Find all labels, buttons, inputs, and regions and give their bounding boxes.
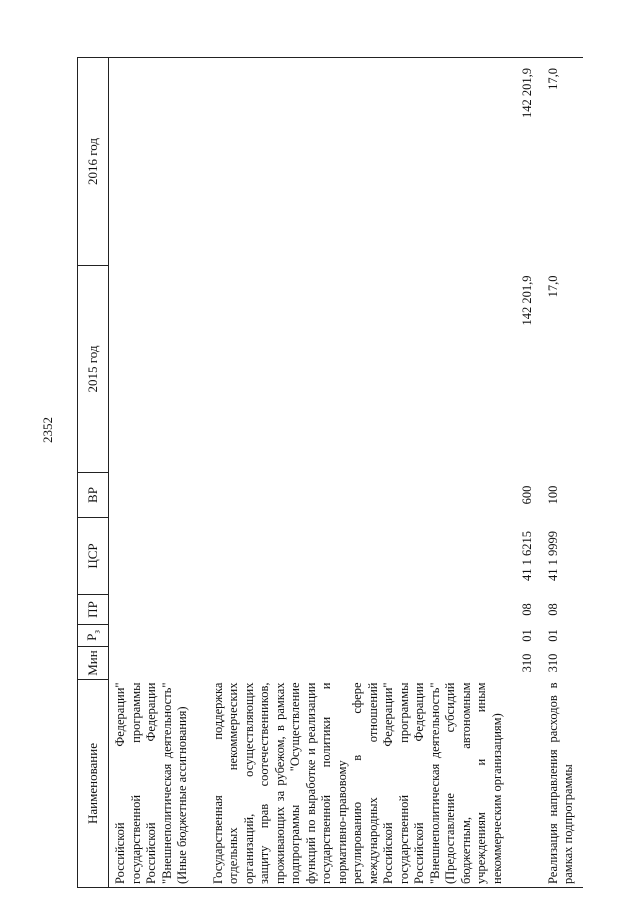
header-csr: ЦСР <box>78 518 109 595</box>
header-row <box>78 58 109 888</box>
row-csr: 41 1 6215 <box>520 531 534 581</box>
row-rz: 01 <box>545 629 560 642</box>
header-2015: 2015 год <box>78 266 109 473</box>
row-2016: 17,0 <box>542 58 583 266</box>
row-rz: 01 <box>520 629 534 642</box>
page-number: 2352 <box>40 417 55 443</box>
header-min: Мин <box>78 647 109 680</box>
header-pr: ПР <box>78 595 109 625</box>
row-min: 310 <box>520 653 534 673</box>
row-min: 310 <box>545 653 560 673</box>
row-vr: 100 <box>545 485 560 505</box>
row-vr: 600 <box>520 485 534 505</box>
header-2016: 2016 год <box>78 58 109 266</box>
row-name: Реализация направления расходов в рамках подпрограммы <box>542 680 583 888</box>
row-2015: 17,0 <box>545 275 560 298</box>
table-row <box>207 58 542 888</box>
table-row <box>542 58 583 888</box>
row-name: Российской Федерации" государственной программы Российской Федерации "Внешнеполитическая деятельность" (Иные бюджетные ассигнования) <box>109 680 207 888</box>
header-name: Наименование <box>78 680 109 888</box>
row-rz <box>109 625 207 647</box>
header-rz: $Р_з$ <box>78 625 109 647</box>
rotated-page <box>77 58 597 888</box>
row-csr <box>109 518 207 595</box>
row-pr: 08 <box>520 603 534 616</box>
row-vr <box>109 473 207 518</box>
row-pr: 08 <box>545 603 560 616</box>
budget-table <box>77 57 583 888</box>
row-name: Государственная поддержка отдельных некоммерческих организаций, осуществляющих защиту прав соотечественников, проживающих за рубежом, в рамках подпрограммы "Осуществление функций по выработке и реализации государственной политики и нормативно-правовому регулированию в сфере международных отношений Российской Федерации" государственной программы Российской Федерации "Внешнеполитическая деятельность" (Предоставление субсидий бюджетным, автономным учреждениям и иным некоммерческим организациям) <box>207 680 542 888</box>
table-row <box>109 58 207 888</box>
header-vr: ВР <box>78 473 109 518</box>
row-csr: 41 1 9999 <box>545 531 560 581</box>
row-2016: 142 201,9 <box>207 58 542 266</box>
row-2015 <box>109 266 207 473</box>
row-2015: 142 201,9 <box>520 275 534 326</box>
row-min <box>109 647 207 680</box>
row-pr <box>109 595 207 625</box>
row-2016 <box>109 58 207 266</box>
